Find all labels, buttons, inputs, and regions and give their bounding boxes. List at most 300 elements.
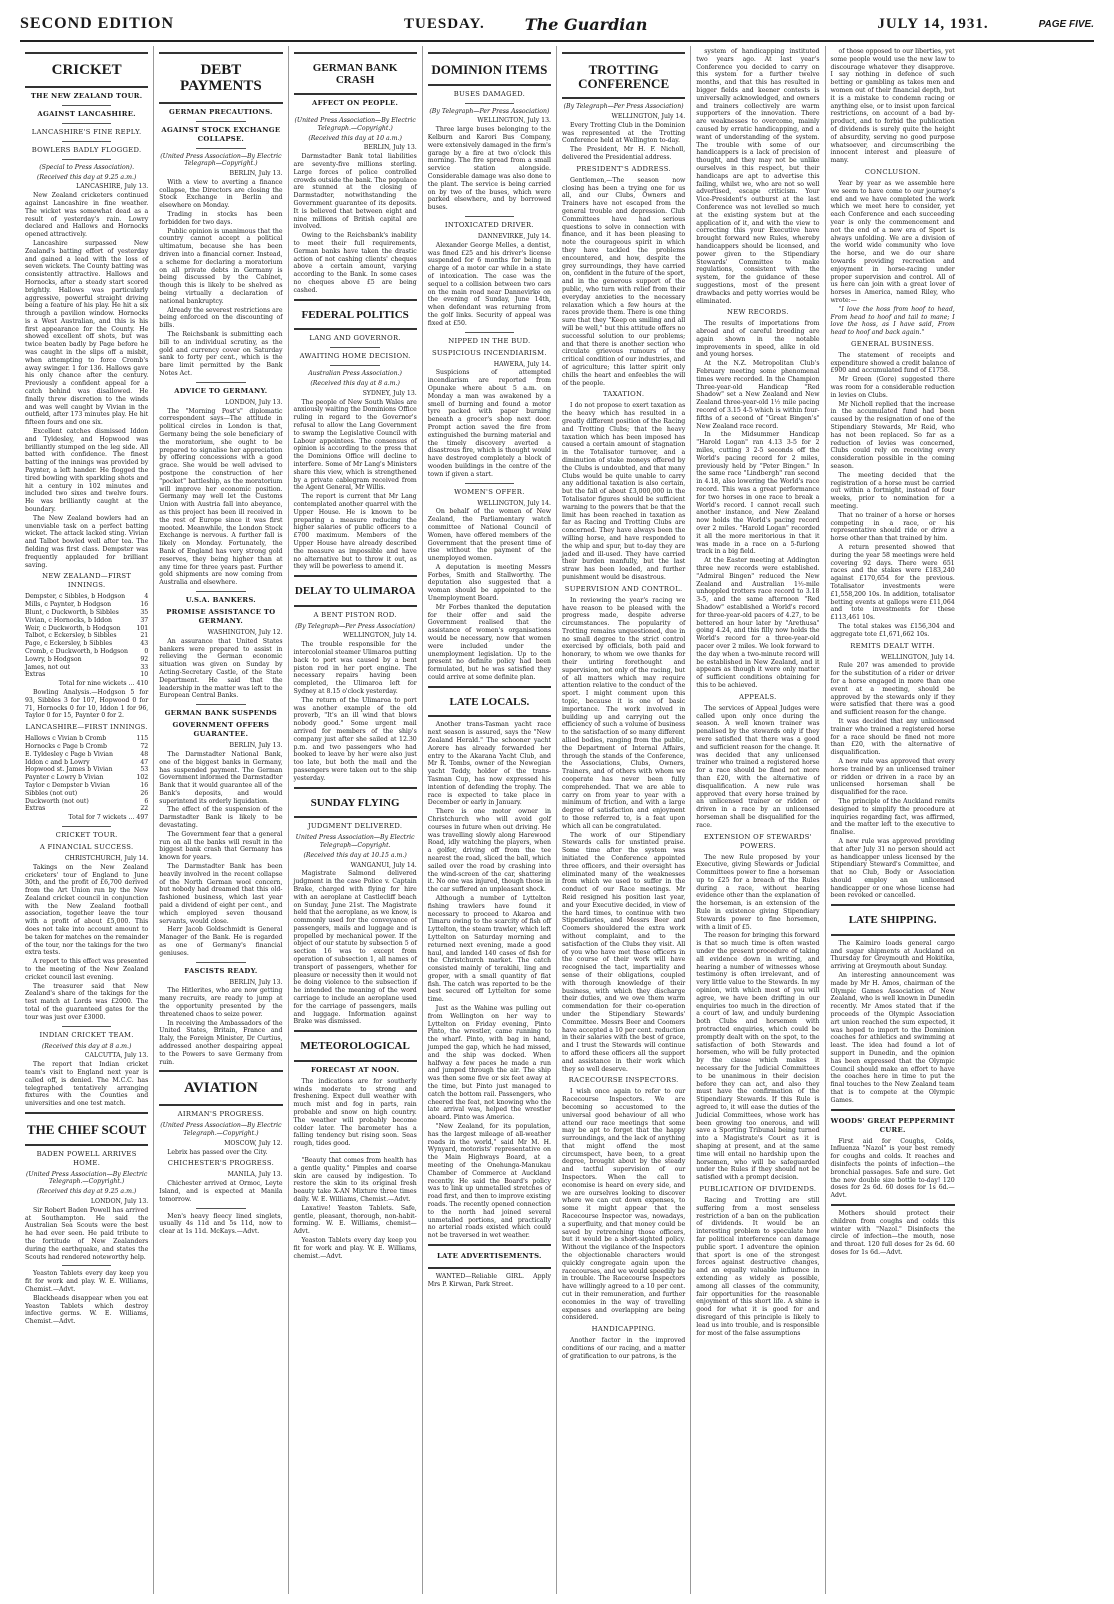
article-paragraph: Mr Nicholl replied that the increase in the accumulated fund had been caused by the resignation of one of the Stipendiary Stewards, Mr Reid, who has not been replaced. So far as a reduction of levies was concerned, Clubs could rely on receiving every consideration possible in the coming season. (830, 400, 955, 471)
article-paragraph: At the N.Z. Metropolitan Club's February meeting some phenomenal times were recorded. In the Champion Three-year-old Handicap "Red Shadow" set a New Zealand and New Zealand three-year-old 1½ mile pacing record of 3.15 4-5 which is within four-fifths of a second of "Great Bingen's" New Zealand race record. (696, 360, 820, 430)
divider (196, 382, 245, 383)
subhead: AGAINST STOCK EXCHANGE COLLAPSE. (161, 125, 281, 143)
article-paragraph: The Reichsbank is submitting each bill to an individual scrutiny, as the gold and currency cover on Saturday sank to forty per cent., which is the bare limit permitted by the Bank Notes Act. (159, 331, 283, 378)
runs: 92 (140, 655, 149, 663)
woods-ad-title: WOODS' GREAT PEPPERMINT CURE. (830, 1116, 955, 1134)
subhead: GERMAN BANK SUSPENDS (164, 709, 278, 718)
credit-line: (United Press Association—By Electric Telegraph—Copyright.) (160, 152, 282, 168)
runs: 115 (136, 735, 149, 743)
dateline: WELLINGTON, July 13. (477, 117, 551, 125)
runs: 35 (140, 608, 149, 616)
advertisement: Yeaston Tablets every day keep you fit for work and play. W. E. Williams, Chemist.—Advt. (25, 1270, 149, 1294)
divider (330, 1152, 379, 1153)
runs: 4 (144, 593, 149, 601)
dateline: WANGANUI, July 14. (350, 861, 417, 869)
subhead: HANDICAPPING. (591, 1325, 656, 1334)
edition-label: SECOND EDITION (20, 15, 175, 32)
dateline: CALCUTTA, July 13. (84, 1052, 149, 1060)
article-paragraph: Excellent catches dismissed Iddon and Tyldesley, and Hopwood was brilliantly stumped on the leg side. All batted with confidence. The finest batting of the innings was provided by Paynter, a left hander. He flogged the tired bowling with sparkling shots and hit a century in 102 minutes and included two sixes and twelve fours. He was brilliantly caught at the boundary. (25, 428, 149, 514)
score-row (25, 751, 148, 759)
credit-line: United Press Association—By Electric Telegraph—Copyright. (295, 834, 415, 849)
score-row (25, 805, 148, 813)
debt-header-box (159, 52, 282, 104)
subhead: U.S.A. BANKERS. (185, 595, 256, 604)
article-paragraph: Chichester arrived at Ormoc, Leyte Island, and is expected at Manila tomorrow. (159, 1180, 283, 1203)
subhead: BADEN POWELL ARRIVES HOME. (36, 1149, 137, 1167)
late-ads-header-box (428, 1244, 551, 1269)
batsman: James, not out (25, 663, 71, 671)
subhead: PRESIDENT'S ADDRESS. (576, 164, 671, 173)
subhead: CHICHESTER'S PROGRESS. (167, 1159, 275, 1168)
article-paragraph: The Darmstadter National Bank, one of the biggest banks in Germany, has suspended payment. The German Government informed the Darmstadter Bank that it would guarantee all of the Bank's deposits, and would superintend its orderly liquidation. (159, 750, 283, 805)
article-paragraph: I do not propose to exert taxation as the heavy which has resulted in a greatly different position of the Racing and Trotting Clubs; that the heavy taxation which has been imposed has caused a certain amount of stagnation in the Totalisator turnover, and a diminution of stake moneys offered by the Clubs is undoubted, and that many Clubs would be quite unable to carry any additional taxation is also certain, but the fall of about £3,000,000 in the Totalisator figures should be sufficient warning to the powers that be that the limit has been reached in taxation as far as Racing and Trotting Clubs are concerned. They have always been the willing horse, and have responded to the whip and spur, but to-day they are jaded and ill-used. They have carried their burden manfully, but the last straw has been loaded, and further punishment would be disastrous. (562, 402, 686, 581)
article-paragraph: The principle of the Auckland remits designed to simplify the procedure at inquiries regarding fact, was affirmed, and the matter left to the executive to finalise. (830, 797, 955, 837)
subhead: NIPPED IN THE BUD. (448, 336, 531, 345)
dateline: LANCASHIRE, July 13. (76, 183, 149, 191)
score-row (25, 782, 148, 790)
runs: 10 (140, 671, 149, 679)
article-paragraph: A new rule was approved providing that after July 31 no person should act as handicapper unless licensed by the Stipendiary Steward's Committee, and that no Club, Body or Association should employ an unlicensed handicapper or one whose license had been revoked or cancelled. (830, 837, 955, 900)
article-paragraph: Although a number of Lyttelton fishing trawlers have found it necessary to proceed to Akaroa and Timaru owing to the scarcity of fish off Lyttelton, the steam trawler, which left Lyttelton on Saturday morning and returned next evening, made a good haul, and landed 140 cases of fish for the Christchurch market. The catch consisted mainly of terakihi, ling and groper, with a small quantity of flat fish. The catch was reported to be the best secured off Lyttelton for some time. (427, 894, 551, 1004)
subhead: ADVICE TO GERMANY. (174, 386, 268, 395)
subhead: PUBLICATION OF DIVIDENDS. (699, 1184, 817, 1193)
article-paragraph: A report to this effect was presented to the meeting of the New Zealand cricket council last evening. (25, 958, 149, 981)
score-row (25, 632, 148, 640)
divider (62, 159, 111, 160)
article-paragraph: A deputation is meeting Messrs Forbes, Smith and Stallworthy. The deputation also suggested that a woman should be appointed to the Unemployment Board. (427, 563, 551, 603)
batsman: Extras (25, 805, 46, 813)
runs: 101 (136, 624, 149, 632)
article-paragraph: I wish once again to refer to our Racecourse Inspectors. We are becoming so accustomed to the universal good behaviour of all who attend our race meetings that some may be apt to forget that the happy surroundings, and the lack of anything that might offend the most circumspect, have been, to a great degree, brought about by the steady and tactful supervision of our Inspectors. When the call to economise is heard on every side, and we are ourselves looking to discover where we can cut down expenses, to some it might appear that the Racecourse Inspector was, nowadays, a superfluity, and that money could be saved by retrenching those officers, but it would be a short-sighted policy. Without the vigilance of the Inspectors the objectionable characters would quickly congregate again upon the racecourses, and we would speedily be in trouble. The Racecourse Inspectors have willingly agreed to a 10 per cent. cut in their remuneration, and further economies in the way of travelling expenses and overlapping are being considered. (562, 1088, 686, 1322)
headline-delay-ulimaroa: DELAY TO ULIMAROA (294, 585, 416, 598)
article-paragraph: It was decided that any unlicensed trainer who trained a registered horse for a race should be fined not more than £20, with the alternative of disqualification. (830, 717, 955, 757)
divider (465, 483, 514, 484)
article-paragraph: Owing to the Reichsbank's inability to meet their full requirements, German banks have taken the drastic action of not cashing clients' cheques above a certain amount, varying according to the Bank. In some cases no cheques above £5 are being cashed. (293, 232, 417, 294)
article-paragraph: Already the severest restrictions are being enforced on the discounting of bills. (159, 306, 283, 330)
article-paragraph: The Kaimiro loads general cargo and sugar shipments at Auckland on Thursday for Greymouth and Hokitika, arriving at Greymouth about Sunday. (830, 939, 955, 971)
trotting-header-box (562, 52, 685, 99)
divider (62, 123, 111, 124)
runs: 37 (140, 616, 149, 624)
paper-title: The Guardian (524, 14, 648, 34)
article-paragraph: On behalf of the women of New Zealand, the Parliamentary watch committee of National Council of Women, have offered members of the Government that the present time of rise without the payment of the unemployed women. (427, 508, 551, 563)
score-row (25, 664, 148, 672)
subhead: INDIAN CRICKET TEAM. (39, 1030, 134, 1039)
headline-late-locals: LATE LOCALS. (449, 695, 530, 708)
divider (465, 103, 514, 104)
score-row (25, 766, 148, 774)
headline-chief-scout: THE CHIEF SCOUT (26, 1122, 147, 1138)
dateline: BERLIN, July 13. (229, 170, 283, 178)
batsman: Paynter c Lowry b Vivian (25, 774, 104, 782)
batsman: Taylor c Dempster b Vivian (25, 781, 111, 789)
dateline: HAWERA, July 14. (493, 360, 551, 368)
headline-meteorological: METEOROLOGICAL (300, 1040, 410, 1053)
divider (196, 962, 245, 963)
subhead: A FINANCIAL SUCCESS. (39, 842, 134, 851)
dateline: WELLINGTON, July 14. (880, 653, 955, 661)
score-row (25, 790, 148, 798)
score-table-lancashire (25, 735, 148, 813)
batsman: Lowry, b Hodgson (25, 655, 82, 663)
score-row (25, 617, 148, 625)
score-total: Total for nine wickets ... 410 (58, 680, 149, 688)
article-paragraph: Darmstadter Bank total liabilities are seventy-five millions sterling. Large forces of police controlled crowds outside the bank. The populace are stunned at the closing of Darmstadter, notwithstanding the Government guarantee of its deposits. It is believed that between eight and nine millions of British capital are involved. (293, 153, 417, 231)
dominion-header-box (428, 52, 551, 86)
runs: 53 (140, 766, 149, 774)
runs: 0 (144, 647, 149, 655)
article-paragraph: The total stakes was £156,304 and aggregate tote £1,671,662 10s. (830, 622, 955, 638)
article-paragraph: With a view to averting a finance collapse, the Directors are closing the Stock Exchange in Berlin and elsewhere on Monday. (159, 178, 283, 210)
subhead: NEW RECORDS. (727, 308, 789, 317)
article-paragraph: Public opinion is unanimous that the country cannot accept a political ultimatum, because she has been driven into a financial corner. Instead, a scheme for declaring a moratorium on all private debts in Germany is being discussed by the Cabinet, though this is likely to be shelved as being virtually a declaration of national bankruptcy. (159, 227, 283, 305)
article-paragraph: The Government fear that a general run on all the banks will result in the biggest bank crash that Germany has known for years. (159, 830, 283, 862)
aviation-header-box (159, 1070, 282, 1106)
subhead: CONCLUSION. (864, 167, 921, 176)
dateline: MANILA, July 13. (227, 1171, 283, 1179)
article-paragraph: The "Morning Post's" diplomatic correspondent says—The attitude in political circles in London is that, Germany being the sole beneficiary of the moratorium, she ought to be prepared to signalise her appreciation by offering concessions with a good grace. She would be well advised to postpone the construction of her "pocket" battleship, as the moratorium will improve her economic position. Germany may well let the Customs Union with Austria fall into abeyance, as this project has been ill received in the rest of Europe since it was first mooted. Meanwhile, the London Stock Exchange is nervous. A further fall is likely on Monday. Fortunately, the Bank of England has very strong gold reserves, they being higher than at any time for three years past. Further gold shipments are now coming from Australia and elsewhere. (159, 407, 283, 587)
article-paragraph: Three large buses belonging to the Kelburn and Karori Bus Company, were extensively damaged in the firm's garage by a fire at two o'clock this morning. The fire spread from a small service station alongside. Considerable damage was also done to the plant. The service is being carried on by two of the buses, which were parked elsewhere, and by borrowed buses. (427, 126, 551, 212)
dateline: BERLIN, July 13. (229, 978, 283, 986)
masthead-center (404, 15, 647, 34)
article-paragraph: of those opposed to our liberties, yet some people would use the new law to discourage whatever they disapprove. I say nothing in defence of such betting or gambling as takes men and women out of their financial depth, but it is a mistake to condemn racing or anything else, or to insist upon farcical restrictions, on account of a bad by-product, and to forbid the publication of dividends is surely quite the height of absurdity, serving no good purpose whatsoever, and circumscribing the innocent interest and pleasure of many. (830, 48, 955, 165)
score-row (25, 774, 148, 782)
batsman: Mills, c Paynter, b Hodgson (25, 601, 112, 609)
article-paragraph: The people of New South Wales are anxiously waiting the Dominions Office ruling in regard to the Governor's refusal to allow the Lang Government to swamp the Legislative Council with Labour appointees. The consensus of opinion is according to the press that the Dominions Office will decline to interfere. Some of Mr Lang's Ministers share this view, which is strengthened by a private cablegram received from the Agent General, Mr Willis. (293, 398, 417, 492)
subhead: GOVERNMENT OFFERS GUARANTEE. (172, 721, 270, 739)
subhead: GENERAL BUSINESS. (851, 339, 935, 348)
score-row (25, 656, 148, 664)
headline-late-shipping: LATE SHIPPING. (848, 914, 937, 927)
divider (330, 365, 379, 366)
received-line: (Received this day at 8 a.m.) (41, 1042, 132, 1050)
delay-header-box (294, 575, 417, 607)
subhead: WOMEN'S OFFER. (454, 487, 525, 496)
subhead: FORECAST AT NOON. (311, 1065, 400, 1074)
dateline: MOSCOW, July 12. (224, 1139, 283, 1147)
article-paragraph: The Hitlerites, who are now getting many recruits, are ready to jump at the opportunity presented by the threatened chaos to seize power. (159, 987, 283, 1018)
subhead: EXTENSION OF STEWARDS' POWERS. (703, 832, 812, 850)
article-paragraph: Mr Green (Gore) suggested there was room for a considerable reduction in levies on Clubs. (830, 376, 955, 399)
runs: 16 (140, 601, 149, 609)
headline-sunday-flying: SUNDAY FLYING (310, 796, 400, 809)
article-paragraph: "New Zealand, for its population, has the largest mileage of all-weather roads in the world," said Mr M. H. Wynyard, motorists' representative on the Main Highways Board, at a meeting of the Onehunga-Manukau Chamber of Commerce at Auckland recently. He said the Board's policy was to link up unmetalled stretches of road first, and then to improve existing roads. The recently opened connection to the north had joined several unmetalled portions, and practically no arterial roads existed which could not be traversed in wet weather. (427, 1123, 551, 1240)
credit-line: (By Telegraph—Per Press Association) (429, 107, 550, 115)
headline-dominion-items: DOMINION ITEMS (431, 62, 548, 77)
runs: 22 (140, 805, 149, 813)
divider (465, 216, 514, 217)
runs: 21 (140, 632, 149, 640)
subhead: GERMAN PRECAUTIONS. (169, 107, 273, 116)
article-paragraph: Alexander George Melles, a dentist, was fined £25 and his driver's license suspended for 6 months for being in charge of a motor car while in a state of intoxication. The case was the sequel to a collision between two cars on the main road near Dannevirke on the evening of Sunday, June 14th, when defendant was returning from the golf links. Security of appeal was fixed at £50. (427, 241, 551, 327)
article-paragraph: The report that Indian cricket team's visit to England next year is called off, is denied. The M.C.C. has telegraphed tentatively arranging fixtures with the Counties and universities and one test match. (25, 1061, 149, 1108)
article-paragraph: Mr Forbes thanked the deputation for their offer and said the Government realised that the assistance of women's organisations would be necessary, now that women were included under the unemployment legislation. Up to the present no definite policy had been formulated, but he was satisfied they could arrive at some definite plan. (427, 603, 551, 682)
score-row (25, 625, 148, 633)
article-paragraph: Lebrix has passed over the City. (167, 1148, 268, 1156)
article-paragraph: Rule 207 was amended to provide for the substitution of a rider or driver for a horse engaged in more than one event at a meeting, should be approved by the stewards only if they were satisfied that there was a good and sufficient reason for the change. (830, 662, 955, 717)
score-row (25, 593, 148, 601)
article-paragraph: Another factor in the improved conditions of our racing, and a matter of gratification to our patrons, is the (562, 1337, 686, 1360)
article-paragraph: The indications are for southerly winds moderate to strong and freshening. Expect dull weather with much mist and fog in parts, rain probable and snow on high country. The weather will probably become colder later. The barometer has a falling tendency but rising soon. Seas rough, tides good. (293, 1077, 417, 1148)
column-4 (423, 46, 557, 1594)
headline-debt-payments: DEBT PAYMENTS (180, 62, 262, 94)
subhead: RACECOURSE INSPECTORS. (568, 1076, 679, 1085)
received-line: (Received this day at 9.25 a.m.) (36, 173, 137, 181)
credit-line: (By Telegraph—Per Press Association) (563, 103, 684, 111)
score-table-nz (25, 593, 148, 679)
article-paragraph: system of handicapping instituted two years ago. At last year's Conference you decided to carry on this system for a further twelve months, and that this has resulted in bigger fields and keener contests is universally acknowledged, and owners and trainers collectively are warm supporters of the innovation. There are weaknesses to overcome, mainly caused by erratic handicapping, and a want of understanding of the system. The trouble with some of our handicappers is a lack of precision of thought, and they may not be unlike ourselves in this respect, but their handicaps are apt to advertise this failing, whilst we, who are not so well advertised, escape criticism. Your Vice-President's outburst at the last Conference was not levelled so much at the existing system but at the application of it, and with the view to correcting this your Executive have brought forward new Rules, whereby handicappers should be licensed, and power given to the Stipendiary Stewards' Committee to make regulations, consistent with the system, for the guidance of these suggestions, most of the present drawbacks and petty worries would be eliminated. (696, 48, 820, 305)
runs: 47 (140, 758, 149, 766)
score-row (25, 759, 148, 767)
masthead (20, 8, 1094, 42)
article-paragraph: Racing and Trotting are still suffering from a most senseless restriction of a ban on the publication of dividends. It would be an interesting problem to speculate how far political interference can damage public sport. I adventure the opinion that sport is one of the strongest forces against destructive changes, and an equally valuable influence in extending as widely as possible, among all classes of the community, fair opportunities for the reasonable enjoyment of this short life. A shine is good for what it is good for and disregard of this principle is likely to lead us into trouble, and is responsible for most of the false assumptions (696, 1196, 820, 1337)
batsman: Sibbles (not out) (25, 789, 78, 797)
batsman: Duckworth (not out) (25, 797, 89, 805)
score-total: Total for 7 wickets ... 497 (68, 814, 149, 822)
advertisement: Yeaston Tablets every day keep you fit for work and play. W. E. Williams, chemist.—Advt. (293, 1236, 417, 1260)
shipping-header-box (831, 904, 955, 936)
column-5 (557, 46, 691, 1594)
page-label: PAGE FIVE. (1038, 18, 1094, 30)
article-paragraph: Trading in stocks has been forbidden for two days. (159, 211, 283, 226)
article-paragraph: The New Zealand bowlers had an unenviable task on a perfect batting wicket. The attack lacked sting. Vivian and Talbot bowled well after tea. The fielding was first class. Dempster was frequently applauded for brilliant saving. (25, 514, 149, 569)
federal-header-box (294, 299, 417, 331)
dateline: WELLINGTON, July 14. (611, 113, 686, 121)
scout-header-box (25, 1112, 148, 1146)
article-paragraph: The President, Mr H. F. Nicholl, delivered the Presidential address. (562, 146, 686, 162)
article-paragraph: The reason for bringing this forward is that so much time is often wasted under the present procedure of taking all evidence down in writing, and hearing a number of witnesses whose testimony is often irrelevant, and of very little value to the Stewards. In my opinion, with which most of you will agree, we have been drifting in our enquiries too much in the direction of a court of law, and unduly burdening both Clubs and horsemen with protracted enquiries, which could be promptly dealt with on the spot, to the satisfaction of both Stewards and horsemen, who will be fully protected by the clause which makes it necessary for the Judicial Committees to be unanimous in their decision before they can act, and also they must have the confirmation of the Stipendiary Stewards. If this Rule is agreed to, it will ease the duties of the Judicial Committees, whose work has been growing too onerous, and will save a Sporting Tribunal being turned into a Magistrate's Court as it is shaping at present, and at the same time will entail no hardship upon the horsemen, who will be safeguarded under the Rules if they should not be satisfied with a prompt decision. (696, 932, 820, 1182)
article-paragraph: The trouble responsible for the intercolonial steamer Ulimaroa putting back to port was caused by a bent piston rod in her port engine. The necessary repairs having been completed, the Ulimaroa left for Sydney at 8.15 o'clock yesterday. (293, 641, 417, 696)
divider (62, 105, 111, 106)
article-paragraph: The treasurer said that New Zealand's share of the takings for the test match at Lords was £2000. The total of the guaranteed gates for the tour was just over £3000. (25, 982, 149, 1021)
received-line: (Received this day at 10.15 a.m.) (303, 851, 407, 859)
article-paragraph: The report is current that Mr Lang contemplated another quarrel with the Upper House. He is known to be preparing a measure reducing the higher salaries of public officers to a £700 maximum. Members of the Upper House have already described the measure as impossible and have no alternative but to throw it out, as they will be powerless to amend it. (293, 493, 417, 571)
article-paragraph: Sir Robert Baden Powell has arrived at Southampton. He said the Australian Sea Scouts were the best he had ever seen. He paid tribute to the fortitude of New Zealanders during the earthquake, and states the Scouts had rendered noteworthy help. (25, 1206, 149, 1261)
headline-trotting-conference: TROTTING CONFERENCE (578, 62, 670, 91)
divider (62, 1026, 111, 1027)
divider (465, 332, 514, 333)
dateline: LONDON, July 13. (225, 398, 283, 406)
sunday-header-box (294, 787, 417, 819)
credit-line: (By Telegraph—Per Press Association) (295, 622, 416, 630)
article-paragraph: Just as the Wahine was pulling out from Wellington on her way to Lyttelton on Friday evening, Pinto Pinto, the wrestler, came running to the wharf. Pinto, with bag in hand, jumped the gap, which he had missed, and the ship was docked. When halfway a few paces he made a run and jumped through the air. The ship was then some five or six feet away at the time, but Pinto just managed to catch the bottom rail. Passengers, who cheered the feat, not knowing who the late arrival was, helped the wrestler aboard. Pinto was America. (427, 1005, 551, 1122)
woods-ad-box (831, 1109, 955, 1206)
headline-aviation: AVIATION (184, 1080, 258, 1097)
divider (62, 1265, 111, 1266)
column-3 (289, 46, 423, 1594)
subhead: A BENT PISTON ROD. (313, 610, 397, 619)
advertisement: Blackheads disappear when you eat Yeaston Tablets which destroy infective germs. W. E. Williams, Chemist.—Advt. (25, 1294, 149, 1326)
dateline: CHRISTCHURCH, July 14. (64, 854, 149, 862)
divider (62, 141, 111, 142)
article-paragraph: The return of the Ulimaroa to port was another example of the old proverb, "It's an ill wind that blows nobody good." Some urgent mail arrived for members of the ship's company just after she sailed at 12.30 p.m. and two passengers who had booked to leave by her were also just too late, but both the mail and the passengers were taken out to the ship yesterday. (293, 696, 417, 782)
article-paragraph: Gentlemen,—The season now closing has been a trying one for us all, and our Clubs, Owners and Trainers have not escaped from the general trouble and depression. Club Committees have had serious questions to solve in connection with finance, and it has been pleasing to note the courageous spirit in which they have tackled the problems encountered, and how, despite the grey surroundings, they have carried on, confident in the future of the sport, and in the generous support of the public, who turn with relief from their everyday anxieties to the necessary relaxation which a few hours at the races provide them. There is one thing sure that they "Keep on smiling and all will be well," but this attitude offers no successful solution to our problems; and that there is another section who circulate grievous rumours of the critical condition of our industries, and of agriculture; this latter spirit only chills the heart and enfeebles the will of the people. (562, 176, 686, 387)
batsman: Weir, c Duckworth, b Hodgson (25, 624, 121, 632)
column-2 (154, 46, 288, 1594)
score-row (25, 743, 148, 751)
subhead: FASCISTS READY. (184, 966, 258, 975)
subhead: BOWLERS BADLY FLOGGED. (31, 145, 142, 154)
divider (196, 704, 245, 705)
advertisement: WANTED—Reliable GIRL. Apply Mrs P. Kirwan, Park Street. (427, 1272, 551, 1288)
subhead: SUSPICIOUS INCENDIARISM. (431, 348, 547, 357)
runs: 6 (144, 797, 149, 805)
article-paragraph: Suspicions of attempted incendiarism are reported from Opunake where about 5 a.m. on Monday a man was awakened by a smell of burning and found a motor tyre packed with paper burning beneath a grocer's shop next door. Prompt action saved the fire from extinguished the burning material and the timely discovery averted a disastrous fire, which is thought would have destroyed completely a block of wooden buildings in the centre of the town if given a start. (427, 369, 551, 478)
runs: 43 (140, 640, 149, 648)
runs: 33 (140, 663, 149, 671)
subhead: AWAITING HOME DECISION. (299, 352, 411, 361)
runs: 16 (140, 781, 149, 789)
article-paragraph: Magistrate Salmond delivered judgment in the case Police v. Captain Brake, charged with flying for hire with an aeroplane at Castlecliff beach on Sunday, June 21st. The Magistrate held that the aeroplane, as we know, is commonly used for the conveyance of passengers, mails and luggage and is propelled by mechanical power. If the object of our statute by subsection 5 of section 16 was to except from operation of subsection 1, all names of transport of passengers, whether for pleasure or necessity then it would not be doing violence to the subsection if he intended the meaning of the word carriage to include an aeroplane used for the carriage of passengers, mails and luggage. Information against Brake was dismissed. (293, 870, 417, 1026)
advertisement: Mothers should protect their children from coughs and colds this winter with "Nazol." Disinfects the circle of infection—the mouth, nose and throat. 120 full doses for 2s 6d. 60 doses for 1s 6d.—Advt. (830, 1209, 955, 1256)
batsman: Iddon c and b Lowry (25, 758, 90, 766)
dateline: SYDNEY, July 13. (362, 389, 417, 397)
scores-heading: LANCASHIRE—FIRST INNINGS. (25, 723, 148, 732)
bowling-analysis: Bowling Analysis.—Hodgson 5 for 93, Sibbles 3 for 107, Hopwood 0 for 71, Hornocks 0 for 10, Iddon 1 for 96, Taylor 0 for 15, Paynter 0 for 2. (25, 688, 149, 720)
batsman: Hallows c Vivian b Cromb (25, 735, 107, 743)
date-label: JULY 14, 1931. (877, 15, 989, 32)
dateline: WASHINGTON, July 12. (207, 628, 283, 636)
headline-federal-politics: FEDERAL POLITICS (301, 308, 409, 321)
day-label: TUESDAY. (404, 15, 485, 32)
article-paragraph: A new rule was approved that every horse trained by an unlicensed trainer or ridden or driven in a race by an unlicensed horseman shall be disqualified for the race. (830, 757, 955, 797)
article-paragraph: Herr Jacob Goldschmidt is General Manager of the Bank. He is regarded as one of Germany's financial geniuses. (159, 926, 283, 957)
subhead: BUSES DAMAGED. (453, 89, 526, 98)
article-paragraph: Year by year as we assemble here we seem to have come to our journey's end and we have completed the work which we meet here to consider, yet each Conference and each succeeding year is only the commencement and not the end of a new era of Sport is always unfolding. We are a division of the world wide community who love the horse, and we do our share towards providing recreation and enjoyment in horse-racing under proper supervision and control. All of us here can join with a great lover of horses in America, named Riley, who wrote:— (830, 179, 955, 304)
received-line: (Received this day at 8 a.m.) (310, 379, 400, 387)
divider (62, 826, 111, 827)
subhead: AFFECT ON PEOPLE. (312, 99, 399, 108)
dateline: WELLINGTON, July 14. (477, 499, 551, 507)
divider (196, 121, 245, 122)
article-paragraph: Takings on the New Zealand cricketers' tour of England to June 30th, and the profit of £6,700 derived from the Art Union run by the New Zealand cricket council in conjunction with the New Zealand football association, together leave the tour with a profit of about £5,000. This does not take into account amount to be taken for matches on the remainder of the tour, nor the takings for the two extra tests. (25, 863, 149, 957)
dateline: LONDON, July 13. (90, 1198, 149, 1206)
received-line: (Received this day at 9.25 a.m.) (36, 1188, 137, 1196)
subhead: TAXATION. (602, 390, 645, 399)
score-row (25, 671, 148, 679)
article-paragraph: That no trainer of a horse or horses competing in a race, or his representative should ride or drive a horse other than that trained by him. (830, 511, 955, 543)
divider (330, 347, 379, 348)
advertisement: Laxative! Yeaston Tablets. Safe, gentle, pleasant, thorough, non-habit-forming. W. E. Williams, chemist—Advt. (293, 1204, 417, 1236)
subhead: CRICKET TOUR. (55, 830, 118, 839)
advertisement: First aid for Coughs, Colds, Influenza "Nazol" is your best remedy for coughs and colds. It reaches and disinfects the points of infection—the bronchial passages. Safe and sure. Get the new double size bottle to-day! 120 doses for 2s 6d. 60 doses for 1s 6d.—Advt. (830, 1137, 955, 1200)
subhead: SUPERVISION AND CONTROL. (564, 584, 683, 593)
subhead: LANCASHIRE'S FINE REPLY. (31, 127, 142, 136)
bank-crash-header-box (294, 52, 417, 95)
batsman: E. Tyldesley c Page b Vivian (25, 750, 113, 758)
batsman: Dempster, c Sibbles, b Hodgson (25, 593, 126, 601)
met-header-box (294, 1030, 417, 1062)
batsman: Hopwood st. James b Vivian (25, 766, 113, 774)
divider (196, 148, 245, 149)
subhead: THE NEW ZEALAND TOUR. (30, 91, 143, 100)
score-row (25, 798, 148, 806)
dateline: BERLIN, July 13. (229, 742, 283, 750)
subhead: AIRMAN'S PROGRESS. (177, 1110, 265, 1119)
article-paragraph: Every Trotting Club in the Dominion was represented at the Trotting Conference held at Wellington to-day. (562, 121, 686, 145)
headline-german-bank-crash: GERMAN BANK CRASH (312, 62, 398, 86)
column-1 (20, 46, 154, 1594)
dateline: BERLIN, July 13. (363, 144, 417, 152)
article-paragraph: The statement of receipts and expenditure showed a credit balance of £900 and accumulated fund of £1758. (830, 351, 955, 375)
batsman: Extras (25, 671, 46, 679)
article-paragraph: Another trans-Tasman yacht race next season is assured, says the "New Zealand Herald." The schooner yacht Aorere has already forwarded her entry to the Akarana Yacht Club, and Mr R. Tombs, owner of the Newegian yacht Teddy, holder of the trans-Tasman Cup, has now expressed his intention of defending the trophy. The race is expected to take place in December or early in January. (427, 721, 551, 807)
article-paragraph: The Darmstadter Bank has been heavily involved in the recent collapse of the North German wool concern, but nobody had dreamed that this old-fashioned business, which last year paid a dividend of eight per cent., and which employed seven thousand servants, would close. (159, 863, 283, 925)
runs: 102 (136, 774, 149, 782)
article-paragraph: The services of Appeal Judges were called upon only once during the season. A well known trainer was penalised by the stewards only if they were satisfied that there was a good and sufficient reason for the change. It was decided that any unlicensed trainer who trained a registered horse for a race should be fined not more than £20, with the alternative of disqualification. A new rule was approved that every horse trained by an unlicensed trainer or ridden or driven in a race by an unlicensed horseman shall be disqualified for the race. (696, 704, 820, 829)
scores-heading: NEW ZEALAND—FIRST INNINGS. (42, 572, 132, 590)
article-paragraph: An assurance that United States bankers were prepared to assist in relieving the German economic situation was given on Sunday by Acting-Secretary Castle, of the State Department. He said that the leadership in the matter was left to the European Central Banks. (159, 637, 283, 700)
column-6 (691, 46, 825, 1594)
advertisement: "Beauty that comes from health has a gentle quality." Pimples and coarse skin are caused by indigestion. To restore the skin to its original fresh beauty take X-AN Mixture three times daily. W. E. Williams, Chemist.—Advt. (293, 1156, 417, 1203)
subhead: INTOXICATED DRIVER. (444, 221, 534, 229)
advertisement: Men's heavy fleecy lined singlets, usually 4s 11d and 5s 11d, now to clear at 1s 11d. McKays.—Advt. (159, 1212, 283, 1236)
runs: 26 (140, 789, 149, 797)
batsman: Talbot, c Eckersley, b Sibbles (25, 632, 117, 640)
masthead-right (877, 16, 1094, 33)
article-paragraph: The effect of the suspension of the Darmstadter Bank is likely to be devastating. (159, 806, 283, 830)
batsman: Cromb, c Duckworth, b Hodgson (25, 647, 129, 655)
article-paragraph: Lancashire surpassed New Zealand's batting effort of yesterday and gained a lead with the loss of seven wickets. The County batting was consistently attractive. Hallows and Hornocks, after a steady start scored brightly. Hallows was particularly aggressive, powerful straight driving being a feature of his play. He hit a six through a pavilion window. Hornocks is a West Australian, and this is his first appearance for the County. He showed excellent off shots, but was twice beaten badly by Page before he was caught in the slips off a misbit, when attempting to force Cromb's away swinger. 1 for 136. Hallows gave his only chance after the century. Previously a confident appeal for a catch behind was disallowed. He finally threw discretion to the winds and was well caught by Vivian in the outfield, after 173 minutes play. He hit fifteen fours and one six. (25, 239, 149, 427)
column-7 (826, 46, 960, 1594)
credit-line: Australian Press Association.) (308, 370, 402, 378)
article-paragraph: There is one motor owner in Christchurch who will avoid golf courses in future when out driving. He was travelling slowly along Harewood Road, idly watching the players, when a golfer, driving off from the tee nearest the road, sliced the ball, which sailed over the road by crashing into the wind-screen of the car, shattering it. No one was injured, though those in the car suffered an unpleasant shock. (427, 808, 551, 894)
batsman: Hornocks c Page b Cromb (25, 742, 107, 750)
article-paragraph: In reviewing the year's racing we have reason to be pleased with the progress made, despite adverse circumstances. The popularity of Trotting remains unquestioned, due in no small degree to the strict control exercised by officials, both paid and honorary, to whom we owe thanks for their untiring forethought and supervision, not only of the racing, but of all matters which may require attention relative to the conduct of the sport. I might comment upon this topic, because it is one of basic importance. The work involved in building up and carrying out the efficiency of such a volume of business to the satisfaction of so many different allied bodies, ranging from the public, the Department of Internal Affairs, through the stands of the Conference, the Associations, Clubs, Owners, Trainers, and of others with whom we cooperate has never been fully comprehended. That we are able to carry on from year to year with a minimum of friction, and with a large degree of satisfaction and enjoyment to those referred to, is a feat upon which all can be congratulated. (562, 596, 686, 830)
batsman: Vivian, c Hornocks, b Iddon (25, 616, 112, 624)
score-row (25, 601, 148, 609)
credit-line: (Special to Press Association). (39, 163, 135, 171)
dateline: WELLINGTON, July 14. (342, 632, 417, 640)
article-paragraph: The work of our Stipendiary Stewards calls for unstinted praise. Some time after the system was initiated the Conference appointed three officers, and their oversight has eliminated many of the weaknesses from which we used to suffer in the conduct of our Race meetings. Mr Reid resigned his position last year, and your Executive decided, in view of the hard times, to continue with two Stipendiaries, and Messrs Beer and Coomers shouldered the extra work without complaint, and to the satisfaction of the Clubs they visit. All of you who have met these officers in the course of their work will have recognised the tact, impartiality and sense of their obligations, coupled with thorough knowledge of their business, with which they discharge their duties, and we owe them warm commendation for their co-operation under the Stipendiary Stewards' Committee. Messrs Beer and Coomers have accepted a 10 per cent. reduction in their salaries with the best of grace, and I trust the Stewards will continue to afford these officers all the support and assistance in their work which they so well deserve. (562, 831, 686, 1073)
subhead: APPEALS. (739, 692, 777, 701)
headline-cricket: CRICKET (51, 62, 122, 78)
newspaper-columns (20, 46, 1094, 1594)
subhead: JUDGMENT DELIVERED. (307, 822, 403, 831)
runs: 48 (140, 750, 149, 758)
divider (196, 1208, 245, 1209)
article-paragraph: A return presented showed that during the year 58 meetings were held covering 92 days. There were 651 races and the stakes were £183,240 against £170,654 for the previous. Totalisator investments were £1,558,200 10s. In addition, totalisator betting events at gallops were £11,064 and tote investments for these £113,461 10s. (830, 544, 955, 622)
poem: "I love the hoss from hoof to head, From head to hoof and tail to mane; I love the hoss, as I have said, From head to hoof and back again." (830, 305, 955, 337)
score-row (25, 640, 148, 648)
credit-line: (United Press Association—By Electric Telegraph.—Copyright.) (160, 1122, 282, 1137)
credit-line: (United Press Association—By Electric Telegraph.—Copyright.) (25, 1170, 148, 1186)
article-paragraph: The new Rule proposed by your Executive, giving Stewards or Judicial Committees power to fine a horseman up to £25 for a breach of the Rules during a race, without hearing evidence other than the explanation of the horseman, is an extension of the Rule in existence giving Stipendiary Stewards power to fine horsemen, with a limit of £5. (696, 853, 820, 931)
late-locals-header-box (428, 686, 551, 718)
subhead: LANG AND GOVERNOR. (309, 334, 401, 343)
score-row (25, 735, 148, 743)
cricket-header-box (25, 52, 148, 88)
score-row (25, 609, 148, 617)
subhead: AGAINST LANCASHIRE. (37, 109, 136, 118)
article-paragraph: The results of importations from abroad and of careful breeding are again shown in the notable improvements in speed, alike in old and young horses. (696, 320, 820, 359)
runs: 72 (140, 742, 149, 750)
batsman: Page, c Eckersley, b Sibbles (25, 640, 113, 648)
article-paragraph: At the Easter meeting at Addington three new records were established. "Admiral Bingen" reduced the New Zealand and Australian 1½-mile unhoppled trotters race record to 3.18 3-5, and the same afternoon "Red Shadow" established a World's record for three-year-old pacers of 4.27, to be bettered an hour later by "Arethusa" going 4.24, and this filly now holds the World's record for a three-year-old pacer over 2 miles. We look forward to the day when a two-minute record will be established in New Zealand, and it appears as though it were only matter of sufficient conditions obtaining for this to be achieved. (696, 557, 820, 689)
article-paragraph: In receiving the Ambassadors of the United States, Britain, France and Italy, the Foreign Minister, Dr Curtius, addressed another despairing appeal to the Powers to save Germany from ruin. (159, 1019, 283, 1066)
subhead: REMITS DEALT WITH. (850, 641, 935, 650)
article-paragraph: New Zealand cricketers continued against Lancashire in fine weather. The wicket was somewhat dead as a result of yesterday's rain. Lowry declared and Hallows and Hornocks opened attractively. (25, 192, 149, 239)
article-paragraph: The meeting decided that the registration of a horse must be carried out within a fortnight, instead of four weeks, prior to nomination for a meeting. (830, 471, 955, 511)
article-paragraph: An interesting announcement was made by Mr H. Amos, chairman of the Olympic Games Association of New Zealand, who is well known in Dunedin recently. Mr Amos stated that if the proceeds of the Olympic Association art union reached the sum expected, it was hoped to import to the Dominion coaches for athletics and swimming at least. The idea had found a lot of support in Dunedin, and the opinion has been expressed that the Olympic Council should make an effort to have the coaches here in time to put the final touches to the New Zealand team that is to compete at the Olympic Games. (830, 972, 955, 1104)
headline-late-advertisements: LATE ADVERTISEMENTS. (437, 1251, 542, 1260)
batsman: Blunt, c Duckworth, b Sibbles (25, 608, 119, 616)
divider (196, 591, 245, 592)
received-line: (Received this day at 10 a.m.) (308, 134, 402, 142)
dateline: DANNEVIRKE, July 14. (477, 233, 551, 240)
divider (330, 112, 379, 113)
subhead: PROMISE ASSISTANCE TO GERMANY. (166, 607, 276, 625)
